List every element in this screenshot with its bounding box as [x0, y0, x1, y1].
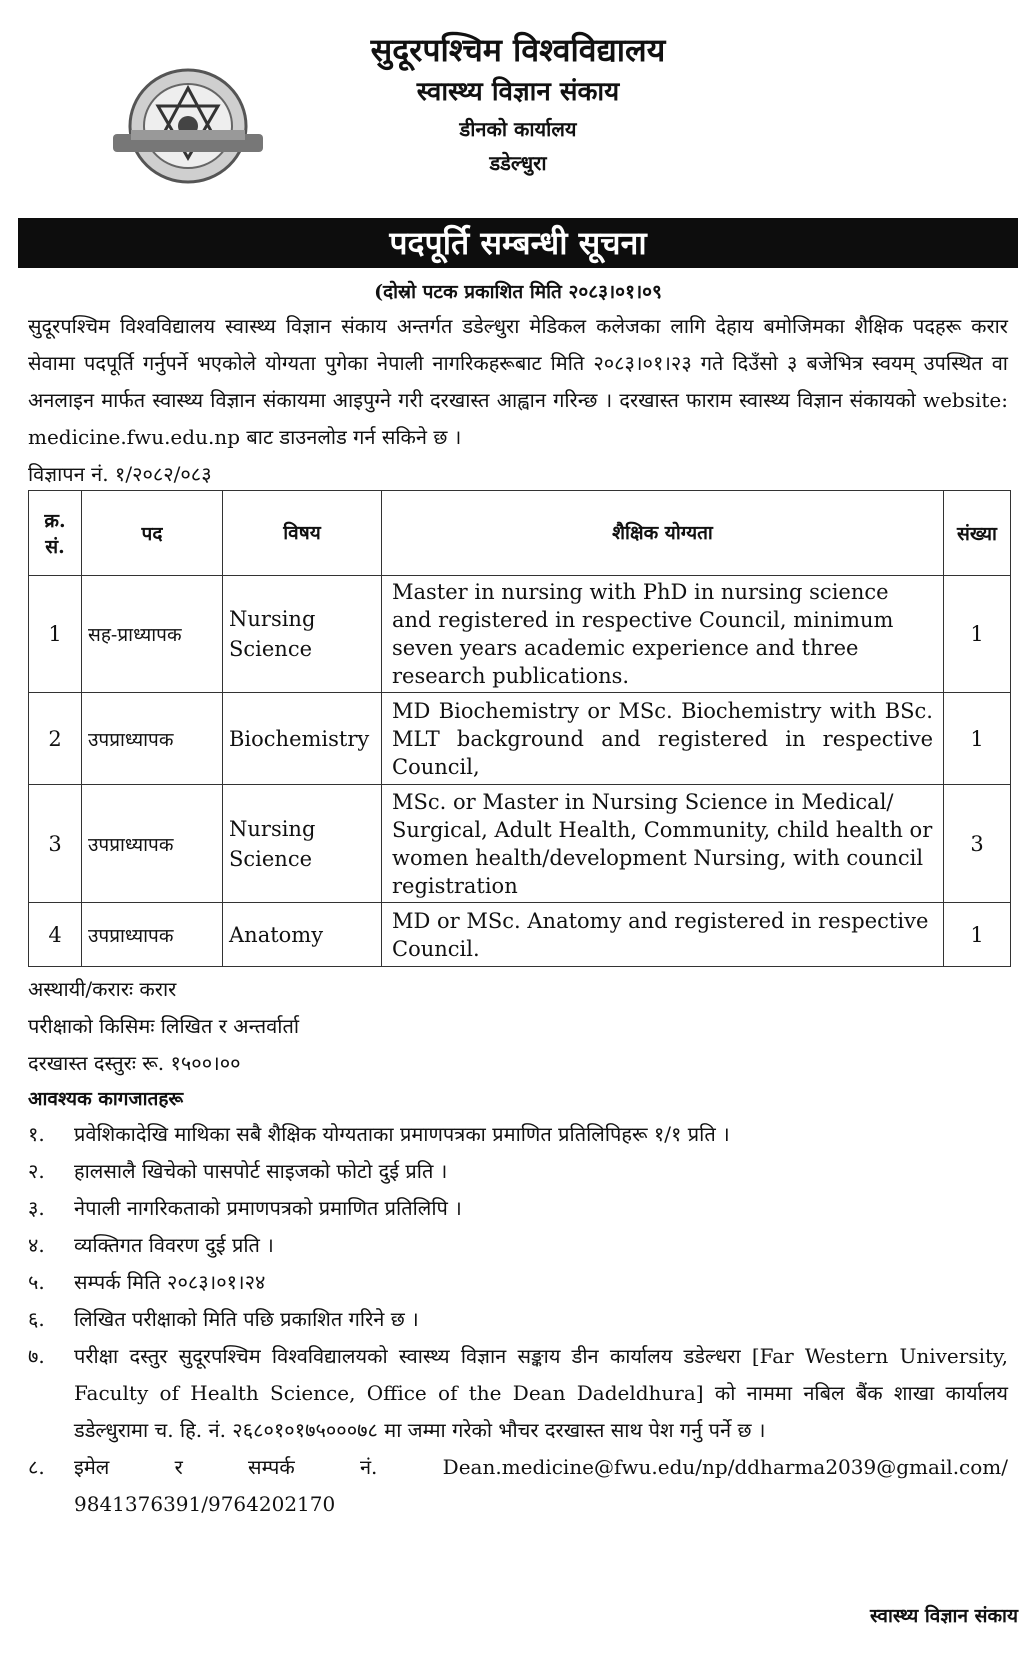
row-subject: Nursing Science: [223, 785, 382, 903]
application-fee: दरखास्त दस्तुरः रू. १५००।००: [28, 1051, 241, 1075]
university-name: सुदूरपश्चिम विश्वविद्यालय: [370, 31, 666, 69]
university-seal-icon: [113, 66, 263, 186]
required-documents-list: [18, 1116, 1018, 1523]
list-item-number: ३.: [28, 1196, 45, 1220]
exam-type: परीक्षाको किसिमः लिखित र अन्तर्वार्ता: [28, 1014, 300, 1038]
table-row: [29, 785, 1011, 903]
intro-paragraph: सुदूरपश्चिम विश्वविद्यालय स्वास्थ्य विज्ञान संकाय अन्तर्गत डडेल्धुरा मेडिकल कलेजका लागि देहाय बमोजिमका शैक्षिक पदहरू करार सेवामा पदपूर्ति गर्नुपर्ने भएकोले योग्यता पुगेका नेपाली नागरिकहरूबाट मिति २०८३।०१।२३ गते दिउँसो ३ बजेभित्र स्वयम् उपस्थित वा अनलाइन मार्फत स्वास्थ्य विज्ञान संकायमा आइपुग्ने गरी दरखास्त आह्वान गरिन्छ । दरखास्त फाराम स्वास्थ्य विज्ञान संकायको website: medicine.fwu.edu.np बाट डाउनलोड गर्न सकिने छ ।: [28, 314, 1008, 449]
list-item-number: ६.: [28, 1307, 45, 1331]
header-sn-line2: सं.: [45, 536, 65, 558]
faculty-name: स्वास्थ्य विज्ञान संकाय: [416, 77, 620, 107]
list-item: [18, 1153, 1018, 1190]
row-subject: Nursing Science: [223, 576, 382, 693]
list-item-text: व्यक्तिगत विवरण दुई प्रति ।: [74, 1233, 274, 1257]
row-subject: Biochemistry: [223, 693, 382, 785]
table-header-row: [29, 491, 1011, 576]
required-documents-title: आवश्यक कागजातहरू: [28, 1088, 184, 1110]
list-item-number: ७.: [28, 1344, 45, 1368]
list-item: [18, 1116, 1018, 1153]
list-item-text: लिखित परीक्षाको मिति पछि प्रकाशित गरिने छ ।: [74, 1307, 419, 1331]
header-subject: विषय: [223, 491, 382, 576]
list-item-text: प्रवेशिकादेखि माथिका सबै शैक्षिक योग्यताका प्रमाणपत्रका प्रमाणित प्रतिलिपिहरू १/१ प्रति ।: [74, 1122, 730, 1146]
header-qualification: शैक्षिक योग्यता: [382, 491, 944, 576]
footer-signature: स्वास्थ्य विज्ञान संकाय: [870, 1605, 1018, 1627]
list-item-text: इमेल र सम्पर्क नं. Dean.medicine@fwu.edu/np/ddharma2039@gmail.com/ 9841376391/9764202170: [74, 1455, 1008, 1516]
row-qualification: MSc. or Master in Nursing Science in Medical/ Surgical, Adult Health, Community, child health or women health/development Nursing, with council registration: [382, 785, 944, 903]
row-post: उपप्राध्यापक: [82, 785, 223, 903]
table-row: [29, 693, 1011, 785]
list-item-number: २.: [28, 1159, 45, 1183]
table-row: [29, 903, 1011, 967]
header-sn: [29, 491, 82, 576]
list-item-text: नेपाली नागरिकताको प्रमाणपत्रको प्रमाणित प्रतिलिपि ।: [74, 1196, 462, 1220]
header-count: संख्या: [944, 491, 1011, 576]
row-subject: Anatomy: [223, 903, 382, 967]
list-item: [18, 1449, 1018, 1523]
header: [18, 28, 1018, 218]
notice-title-banner: पदपूर्ति सम्बन्धी सूचना: [18, 218, 1018, 268]
row-sn: 4: [29, 903, 82, 967]
office-name: डीनको कार्यालय: [459, 117, 577, 141]
list-item: [18, 1264, 1018, 1301]
row-count: 1: [944, 903, 1011, 967]
list-item-number: ८.: [28, 1455, 45, 1479]
list-item-number: १.: [28, 1122, 45, 1146]
table-row: [29, 576, 1011, 693]
row-qualification: Master in nursing with PhD in nursing science and registered in respective Council, minimum seven years academic experience and three research publications.: [382, 576, 944, 693]
row-post: उपप्राध्यापक: [82, 903, 223, 967]
publication-note: (दोस्रो पटक प्रकाशित मिति २०८३।०१।०९: [374, 281, 662, 303]
list-item: [18, 1301, 1018, 1338]
row-sn: 1: [29, 576, 82, 693]
list-item-text: परीक्षा दस्तुर सुदूरपश्चिम विश्वविद्यालयको स्वास्थ्य विज्ञान सङ्काय डीन कार्यालय डडेल्धरा [Far Western University, Faculty of Health Science, Office of the Dean Dadeldhura] को नाममा नबिल बैंक शाखा कार्यालय डडेल्धुरामा च. हि. नं. २६८०१०१७५०००७८ मा जम्मा गरेको भौचर दरखास्त साथ पेश गर्नु पर्ने छ ।: [74, 1344, 1008, 1442]
row-qualification: MD Biochemistry or MSc. Biochemistry with BSc. MLT background and registered in respective Council,: [382, 693, 944, 785]
list-item-number: ५.: [28, 1270, 45, 1294]
ad-number: विज्ञापन नं. १/२०८२/०८३: [28, 462, 212, 486]
location-name: डडेल्धुरा: [489, 151, 547, 175]
row-post: सह-प्राध्यापक: [82, 576, 223, 693]
header-post: पद: [82, 491, 223, 576]
list-item-text: सम्पर्क मिति २०८३।०१।२४: [74, 1270, 266, 1294]
row-count: 1: [944, 693, 1011, 785]
list-item: [18, 1227, 1018, 1264]
row-post: उपप्राध्यापक: [82, 693, 223, 785]
row-sn: 2: [29, 693, 82, 785]
row-qualification: MD or MSc. Anatomy and registered in respective Council.: [382, 903, 944, 967]
positions-table: [28, 490, 1011, 967]
row-count: 1: [944, 576, 1011, 693]
list-item: [18, 1338, 1018, 1449]
list-item-number: ४.: [28, 1233, 45, 1257]
notice-page: [18, 0, 1018, 1523]
list-item-text: हालसालै खिचेको पासपोर्ट साइजको फोटो दुई प्रति ।: [74, 1159, 448, 1183]
contract-type: अस्थायी/करारः करार: [28, 977, 177, 1001]
list-item: [18, 1190, 1018, 1227]
row-sn: 3: [29, 785, 82, 903]
row-count: 3: [944, 785, 1011, 903]
header-sn-line1: क्र.: [44, 510, 66, 532]
